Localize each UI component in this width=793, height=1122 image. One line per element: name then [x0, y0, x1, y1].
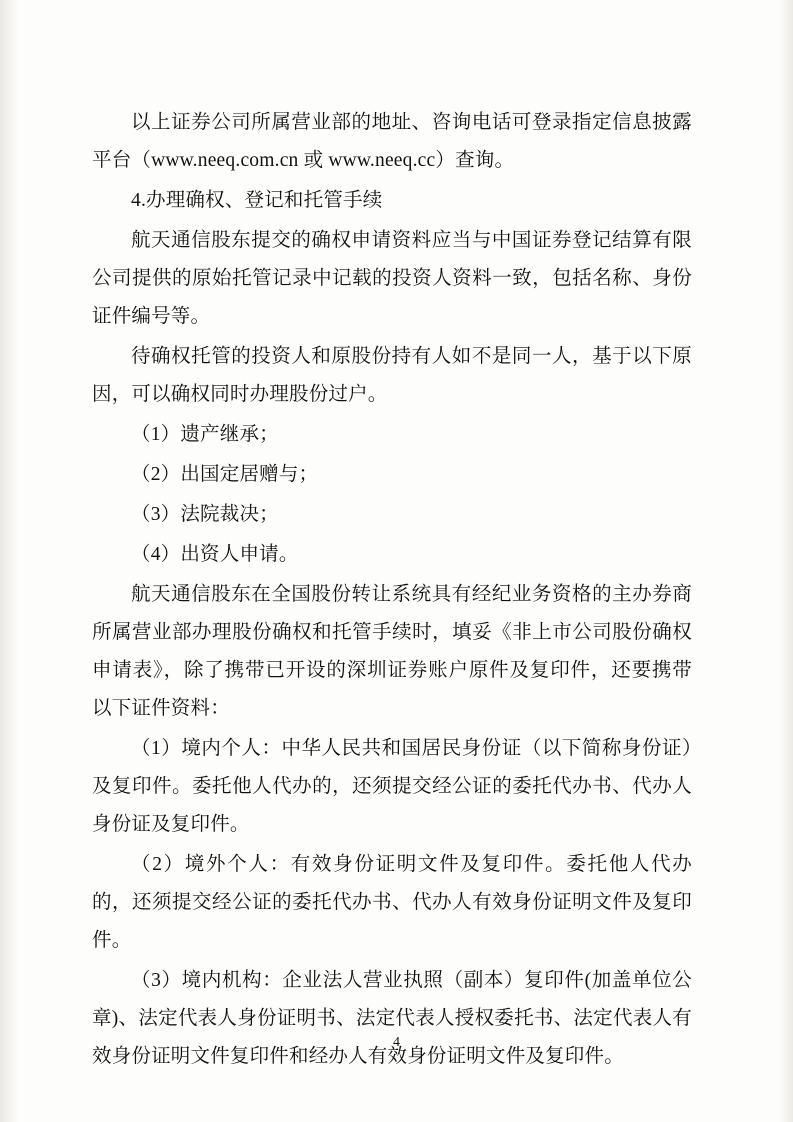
list-item-reason-1: （1）遗产继承； [131, 424, 279, 445]
paragraph-section-heading: 4.办理确权、登记和托管手续 [131, 190, 383, 211]
paragraph-transfer-conditions: 待确权托管的投资人和原股份持有人如不是同一人，基于以下原因，可以确权同时办理股份过户。 [92, 346, 692, 405]
paragraph-application-form: 航天通信股东在全国股份转让系统具有经纪业务资格的主办券商所属营业部办理股份确权和托管手续时，填妥《非上市公司股份确权申请表》，除了携带已开设的深圳证券账户原件及复印件，还要携带以下证件资料： [92, 584, 692, 719]
list-item-document-2: （2）境外个人：有效身份证明文件及复印件。委托他人代办的，还须提交经公证的委托代办书、代办人有效身份证明文件及复印件。 [92, 854, 692, 951]
list-item-reason-2: （2）出国定居赠与； [131, 464, 319, 485]
document-body [92, 104, 692, 1078]
page-number: 4 [393, 1035, 400, 1050]
paragraph-disclosure-platform: 以上证券公司所属营业部的地址、咨询电话可登录指定信息披露平台（www.neeq.com.cn 或 www.neeq.cc）查询。 [92, 112, 692, 171]
list-item-reason-4: （4）出资人申请。 [131, 544, 299, 565]
list-item-document-1: （1）境内个人：中华人民共和国居民身份证（以下简称身份证）及复印件。委托他人代办的，还须提交经公证的委托代办书、代办人身份证及复印件。 [92, 738, 692, 835]
list-item-document-3: （3）境内机构：企业法人营业执照（副本）复印件(加盖单位公章)、法定代表人身份证明书、法定代表人授权委托书、法定代表人有效身份证明文件复印件和经办人有效身份证明文件及复印件。 [92, 970, 692, 1067]
paragraph-confirm-materials: 航天通信股东提交的确权申请资料应当与中国证券登记结算有限公司提供的原始托管记录中记载的投资人资料一致，包括名称、身份证件编号等。 [92, 230, 692, 327]
list-item-reason-3: （3）法院裁决； [131, 504, 279, 525]
